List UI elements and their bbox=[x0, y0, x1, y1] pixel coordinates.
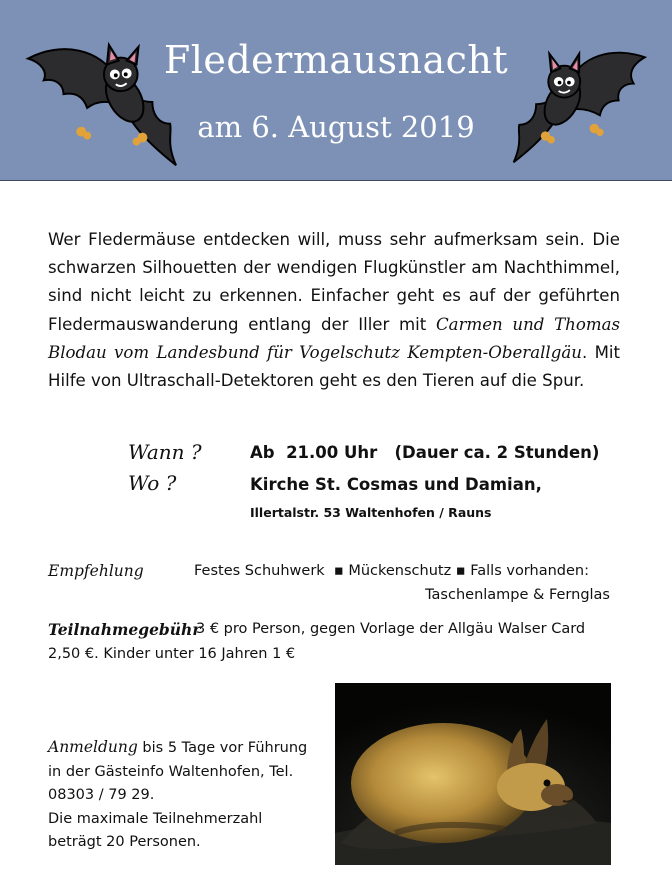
recommendation-label: Empfehlung bbox=[48, 562, 144, 580]
registration-line-2: in der Gästeinfo Waltenhofen, Tel. bbox=[48, 763, 294, 780]
recommendation-line-1: Festes Schuhwerk ▪ Mückenschutz ▪ Falls vorhanden: bbox=[194, 563, 589, 579]
fee-line-2: 2,50 €. Kinder unter 16 Jahren 1 € bbox=[48, 646, 296, 662]
where-label: Wo ? bbox=[128, 471, 177, 495]
registration-line-5: beträgt 20 Personen. bbox=[48, 834, 201, 850]
recommendation-line-2: Taschenlampe & Fernglas bbox=[425, 587, 610, 603]
intro-paragraph bbox=[48, 226, 620, 395]
registration-line-3: 08303 / 79 29. bbox=[48, 787, 155, 803]
where-address: Illertalstr. 53 Waltenhofen / Rauns bbox=[250, 505, 492, 520]
fee-label: Teilnahmegebühr bbox=[48, 620, 201, 639]
when-value: Ab 21.00 Uhr (Dauer ca. 2 Stunden) bbox=[250, 443, 600, 462]
event-title: Fledermausnacht bbox=[163, 38, 509, 82]
bat-photo bbox=[335, 683, 611, 865]
registration-line-1: bis 5 Tage vor Führung bbox=[137, 740, 308, 756]
intro-guides: Carmen und Thomas Blodau vom Landesbund für Vogelschutz Kempten-Oberallgäu bbox=[48, 314, 620, 362]
intro-text-1: Wer Fledermäuse entdecken will, muss sehr aufmerksam sein. Die schwarzen Silhouetten der wendigen Flugkünstler am Nachthimmel, sind nicht leicht zu erkennen. Einfacher geht es auf der geführten Fledermauswanderung entlang der Iller mit bbox=[48, 230, 620, 334]
registration-label: Anmeldung bbox=[48, 738, 138, 756]
where-value: Kirche St. Cosmas und Damian, bbox=[250, 475, 542, 494]
registration-line-4: Die maximale Teilnehmerzahl bbox=[48, 810, 263, 827]
registration-block bbox=[48, 736, 333, 855]
header-banner bbox=[0, 0, 672, 181]
event-date: am 6. August 2019 bbox=[197, 110, 475, 144]
fee-line-1: 3 € pro Person, gegen Vorlage der Allgäu Walser Card bbox=[196, 621, 586, 637]
when-label: Wann ? bbox=[128, 440, 202, 464]
intro-text-2: . Mit Hilfe von Ultraschall-Detektoren geht es den Tieren auf die Spur. bbox=[48, 342, 621, 391]
cartoon-bat-right-icon bbox=[508, 40, 658, 172]
